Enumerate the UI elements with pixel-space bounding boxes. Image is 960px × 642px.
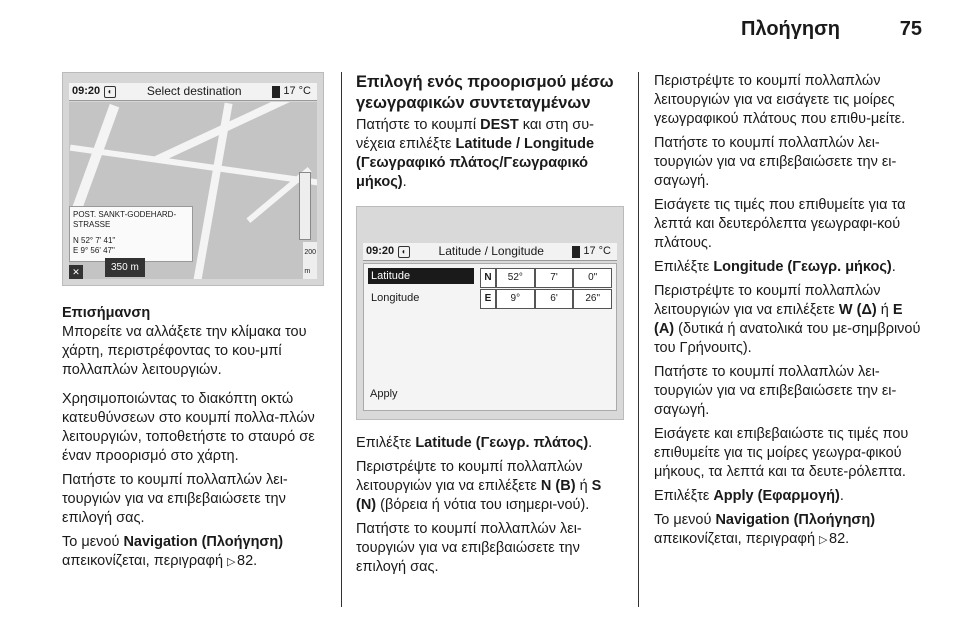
paragraph bbox=[654, 258, 924, 277]
text: Το μενού bbox=[654, 512, 716, 528]
button-name: DEST bbox=[480, 117, 519, 133]
longitude-seconds[interactable]: 26" bbox=[573, 289, 612, 309]
text: . bbox=[402, 174, 407, 190]
paragraph bbox=[654, 487, 924, 506]
screen-temperature: 17 °C bbox=[583, 245, 611, 257]
page-number: 75 bbox=[899, 18, 922, 40]
screen-status-bar bbox=[69, 83, 317, 101]
page-reference-icon: ▷ bbox=[227, 556, 236, 568]
text: (βόρεια ή νότια του ισημερι-νού). bbox=[376, 497, 590, 513]
latitude-seconds[interactable]: 0" bbox=[573, 268, 612, 288]
paragraph bbox=[654, 282, 924, 358]
screen-time: 09:20 bbox=[72, 85, 101, 97]
coordinate-grid bbox=[480, 268, 612, 310]
text: απεικονίζεται, περιγραφή bbox=[654, 531, 820, 547]
paragraph: Πατήστε το κουμπί πολλαπλών λει-τουργιών για να επιβεβαιώσετε την ει-σαγωγή. bbox=[654, 135, 897, 189]
map-road bbox=[69, 104, 119, 220]
zoom-slider[interactable] bbox=[299, 172, 311, 240]
paragraph: Πατήστε το κουμπί πολλαπλών λει-τουργιών για να επιβεβαιώσετε την επιλογή σας. bbox=[62, 472, 288, 526]
text: απεικονίζεται, περιγραφή bbox=[62, 553, 228, 569]
latitude-minutes[interactable]: 7' bbox=[535, 268, 574, 288]
section-heading: Επιλογή ενός προορισμού μέσω γεωγραφικών συντεταγμένων bbox=[356, 73, 614, 112]
text: ή bbox=[876, 302, 893, 318]
column-1 bbox=[62, 72, 324, 577]
text: . bbox=[839, 488, 844, 504]
column-3 bbox=[654, 72, 924, 555]
lat-long-panel bbox=[363, 263, 617, 411]
text: ή bbox=[575, 478, 592, 494]
page-reference[interactable]: 82. bbox=[829, 531, 850, 547]
screen-status-bar bbox=[363, 243, 617, 261]
note-box bbox=[62, 304, 316, 380]
menu-name: Longitude (Γεωγρ. μήκος) bbox=[713, 259, 892, 275]
menu-item-latitude[interactable]: Latitude bbox=[368, 268, 474, 284]
menu-name: Navigation (Πλοήγηση) bbox=[123, 534, 284, 550]
column-2 bbox=[356, 72, 624, 582]
paragraph bbox=[356, 116, 624, 192]
option-name: W (Δ) bbox=[838, 302, 877, 318]
column-divider bbox=[341, 72, 342, 607]
address-box bbox=[69, 206, 193, 262]
paragraph: Εισάγετε και επιβεβαιώστε τις τιμές που επιθυμείτε για τις μοίρες γεωγρα-φικού μήκους, τα λεπτά και τα δευτε-ρόλεπτα. bbox=[654, 426, 909, 480]
paragraph: Χρησιμοποιώντας το διακόπτη οκτώ κατευθύνσεων στο κουμπί πολλα-πλών λειτουργιών, τοποθετήστε το σταυρό σε έναν προορισμό στο χάρτη. bbox=[62, 391, 315, 464]
paragraph: Εισάγετε τις τιμές που επιθυμείτε για τα λεπτά και δευτερόλεπτα γεωγραφι-κού πλάτους. bbox=[654, 197, 906, 251]
screen-temperature: 17 °C bbox=[283, 85, 311, 97]
longitude-values-row bbox=[480, 289, 612, 309]
address-latitude: N 52° 7' 41" bbox=[73, 236, 116, 245]
text: Επιλέξτε bbox=[654, 488, 714, 504]
longitude-direction[interactable]: E bbox=[480, 289, 496, 309]
menu-item-longitude[interactable]: Longitude bbox=[371, 292, 420, 304]
paragraph bbox=[356, 434, 624, 453]
address-longitude: E 9° 56' 47" bbox=[73, 246, 115, 255]
text: Το μενού bbox=[62, 534, 124, 550]
screen-title: Select destination bbox=[146, 84, 242, 98]
zoom-unit: m bbox=[304, 268, 311, 275]
note-title: Επισήμανση bbox=[62, 305, 151, 321]
latitude-direction[interactable]: N bbox=[480, 268, 496, 288]
text: Επιλέξτε bbox=[356, 435, 416, 451]
paragraph bbox=[654, 511, 924, 550]
map-view bbox=[69, 102, 317, 279]
text: . bbox=[891, 259, 896, 275]
text: (δυτικά ή ανατολικά του με-σημβρινού του Γρήνουιτς). bbox=[654, 321, 921, 356]
paragraph bbox=[356, 458, 624, 515]
option-name: S (N) bbox=[356, 478, 602, 513]
longitude-degrees[interactable]: 9° bbox=[496, 289, 535, 309]
page-title: Πλοήγηση bbox=[741, 18, 840, 40]
apply-button[interactable]: Apply bbox=[370, 388, 398, 400]
longitude-minutes[interactable]: 6' bbox=[535, 289, 574, 309]
paragraph: Πατήστε το κουμπί πολλαπλών λει-τουργιών για να επιβεβαιώσετε την επιλογή σας. bbox=[356, 521, 582, 575]
map-road bbox=[70, 145, 317, 186]
column-divider bbox=[638, 72, 639, 607]
page-reference[interactable]: 82. bbox=[237, 553, 258, 569]
lat-long-screenshot bbox=[356, 206, 624, 420]
menu-name: Navigation (Πλοήγηση) bbox=[715, 512, 876, 528]
text: . bbox=[588, 435, 593, 451]
text: Περιστρέψτε το κουμπί πολλαπλών λειτουργιών για να επιλέξετε bbox=[654, 283, 881, 318]
option-name: E (A) bbox=[654, 302, 903, 337]
paragraph bbox=[62, 533, 324, 572]
text: Πατήστε το κουμπί bbox=[356, 117, 481, 133]
latitude-values-row bbox=[480, 268, 612, 288]
zoom-label bbox=[303, 242, 317, 279]
text: και στη συ-νέχεια επιλέξτε bbox=[356, 117, 594, 152]
option-name: N (B) bbox=[540, 478, 576, 494]
navigation-icon: ◐ bbox=[104, 86, 116, 98]
close-icon[interactable]: ✕ bbox=[69, 265, 83, 279]
text: Επιλέξτε bbox=[654, 259, 714, 275]
screen-title: Latitude / Longitude bbox=[438, 244, 544, 258]
phone-icon bbox=[272, 86, 280, 98]
screen-time: 09:20 bbox=[366, 245, 395, 257]
phone-icon bbox=[572, 246, 580, 258]
address-street: POST. SANKT-GODEHARD-STRASSE bbox=[73, 210, 177, 229]
text: Περιστρέψτε το κουμπί πολλαπλών λειτουργιών για να επιλέξετε bbox=[356, 459, 583, 494]
paragraph: Περιστρέψτε το κουμπί πολλαπλών λειτουργιών για να εισάγετε τις μοίρες γεωγραφικού πλάτους που επιθυ-μείτε. bbox=[654, 73, 906, 127]
note-text: Μπορείτε να αλλάξετε την κλίμακα του χάρτη, περιστρέφοντας το κου-μπί πολλαπλών λειτουργιών. bbox=[62, 324, 307, 378]
navigation-icon: ◐ bbox=[398, 246, 410, 258]
map-screenshot bbox=[62, 72, 324, 286]
menu-name: Latitude (Γεωγρ. πλάτος) bbox=[415, 435, 589, 451]
page-header bbox=[0, 0, 960, 60]
paragraph: Πατήστε το κουμπί πολλαπλών λει-τουργιών για να επιβεβαιώσετε την ει-σαγωγή. bbox=[654, 364, 897, 418]
map-scale: 350 m bbox=[105, 258, 145, 277]
menu-name: Apply (Εφαρμογή) bbox=[713, 488, 840, 504]
zoom-value: 200 bbox=[304, 249, 316, 256]
menu-name: Latitude / Longitude (Γεωγραφικό πλάτος/Γεωγραφικό μήκος) bbox=[356, 136, 595, 190]
latitude-degrees[interactable]: 52° bbox=[496, 268, 535, 288]
page-reference-icon: ▷ bbox=[819, 534, 828, 546]
